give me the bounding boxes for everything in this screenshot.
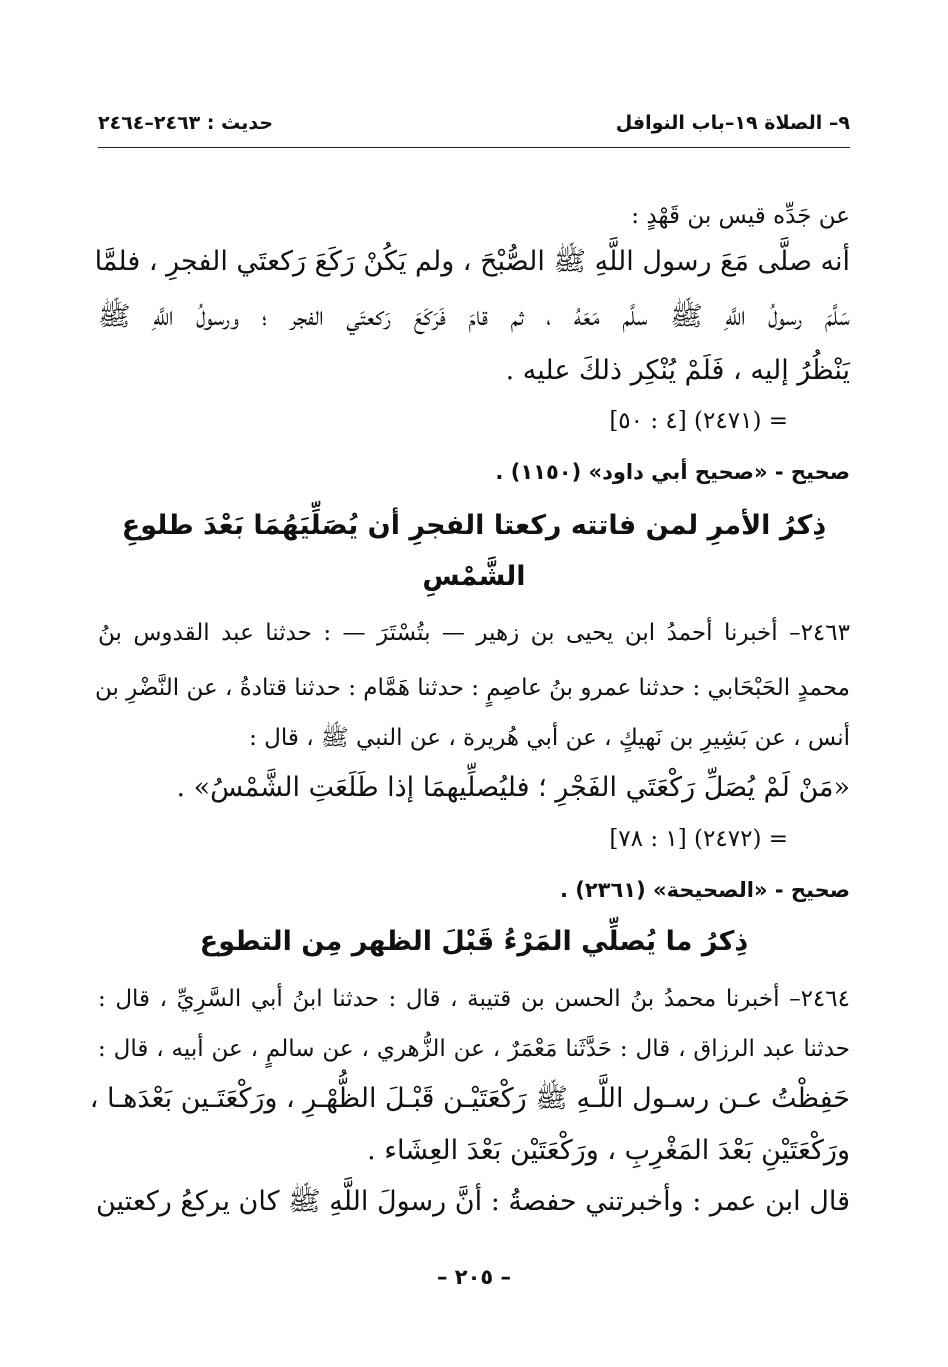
text-line: عن جَدِّه قيس بن قَهْدٍ : [631, 203, 850, 229]
text-line: ورَكْعَتَيْنِ بَعْدَ المَغْرِبِ ، ورَكْعَتَيْن بَعْدَ العِشَاء . [367, 1135, 850, 1166]
text-line: سَلَّمَ رسولُ اللَّهِ ﷺ سلَّم مَعَهُ ، ثم قامَ فَرَكَعَ رَكعتَي الفجر ؛ ورسولُ اللَّهِ ﷺ [98, 301, 850, 332]
header-book: ٩– الصلاة [764, 112, 850, 134]
text-line: يَنْظُرُ إليه ، فَلَمْ يُنْكِر ذلكَ عليه . [505, 355, 850, 386]
running-header [98, 112, 850, 142]
text-line: حدثنا عبد الرزاق ، قال : حَدَّثَنا مَعْمَرٌ ، عن الزُّهري ، عن سالمٍ ، عن أبيه ، قال : [98, 1036, 850, 1062]
header-chapter: ١٩–باب النوافل [615, 112, 758, 134]
grading-line: صحيح - «الصحيحة» (٢٣٦١) . [559, 878, 850, 902]
section-heading: ذِكرُ ما يُصلِّي المَرْءُ قَبْلَ الظهر مِن التطوع [199, 926, 749, 957]
text-line: محمدٍ الحَبْحَابي : حدثنا عمرو بنُ عاصِمٍ : حدثنا هَمَّام : حدثنا قتادةُ ، عن النَّضْرِ بن [94, 675, 850, 701]
header-right [568, 112, 850, 134]
text-line: «مَنْ لَمْ يُصَلِّ رَكْعَتَي الفَجْرِ ؛ فليُصلِّيهمَا إذا طَلَعَتِ الشَّمْسُ» . [176, 772, 850, 803]
reference-line: = (٢٤٧١) [٤ : ٥٠] [609, 408, 788, 434]
text-line: حَفِظْتُ عـن رسـول اللَّـهِ ﷺ رَكْعَتَيْـن قَبْـلَ الظُّهْـرِ ، ورَكْعَتَـين بَعْدَهـا ، [89, 1083, 850, 1114]
header-hadith-range: حديث : ٢٤٦٣–٢٤٦٤ [98, 112, 274, 134]
text-line: أنس ، عن بَشِيرِ بن نَهيكٍ ، عن أبي هُريرة ، عن النبي ﷺ ، قال : [249, 725, 850, 751]
page-number: – ٢٠٥ – [436, 1265, 512, 1289]
reference-line: = (٢٤٧٢) [١ : ٧٨] [609, 826, 788, 852]
grading-line: صحيح - «صحيح أبي داود» (١١٥٠) . [495, 460, 850, 484]
text-line: قال ابن عمر : وأخبرتني حفصةُ : أنَّ رسولَ اللَّهِ ﷺ كان يركعُ ركعتين [95, 1186, 850, 1217]
text-line: ٢٤٦٣– أخبرنا أحمدُ ابن يحيى بن زهير — بتُسْتَرَ — : حدثنا عبد القدوس بنُ [98, 620, 850, 646]
text-line: ٢٤٦٤– أخبرنا محمدُ بنُ الحسن بن قتيبة ، قال : حدثنا ابنُ أبي السَّرِيِّ ، قال : [98, 986, 850, 1012]
section-heading-continued: الشَّمْسِ [422, 561, 526, 592]
section-heading: ذِكرُ الأمرِ لمن فاتته ركعتا الفجرِ أن يُصَلِّيَهُمَا بَعْدَ طلوعِ [121, 510, 827, 541]
text-line: أنه صلَّى مَعَ رسول اللَّهِ ﷺ الصُّبْحَ ، ولم يَكُنْ رَكَعَ رَكعتَي الفجرِ ، فلمَّا [94, 246, 850, 277]
header-rule [98, 147, 850, 148]
